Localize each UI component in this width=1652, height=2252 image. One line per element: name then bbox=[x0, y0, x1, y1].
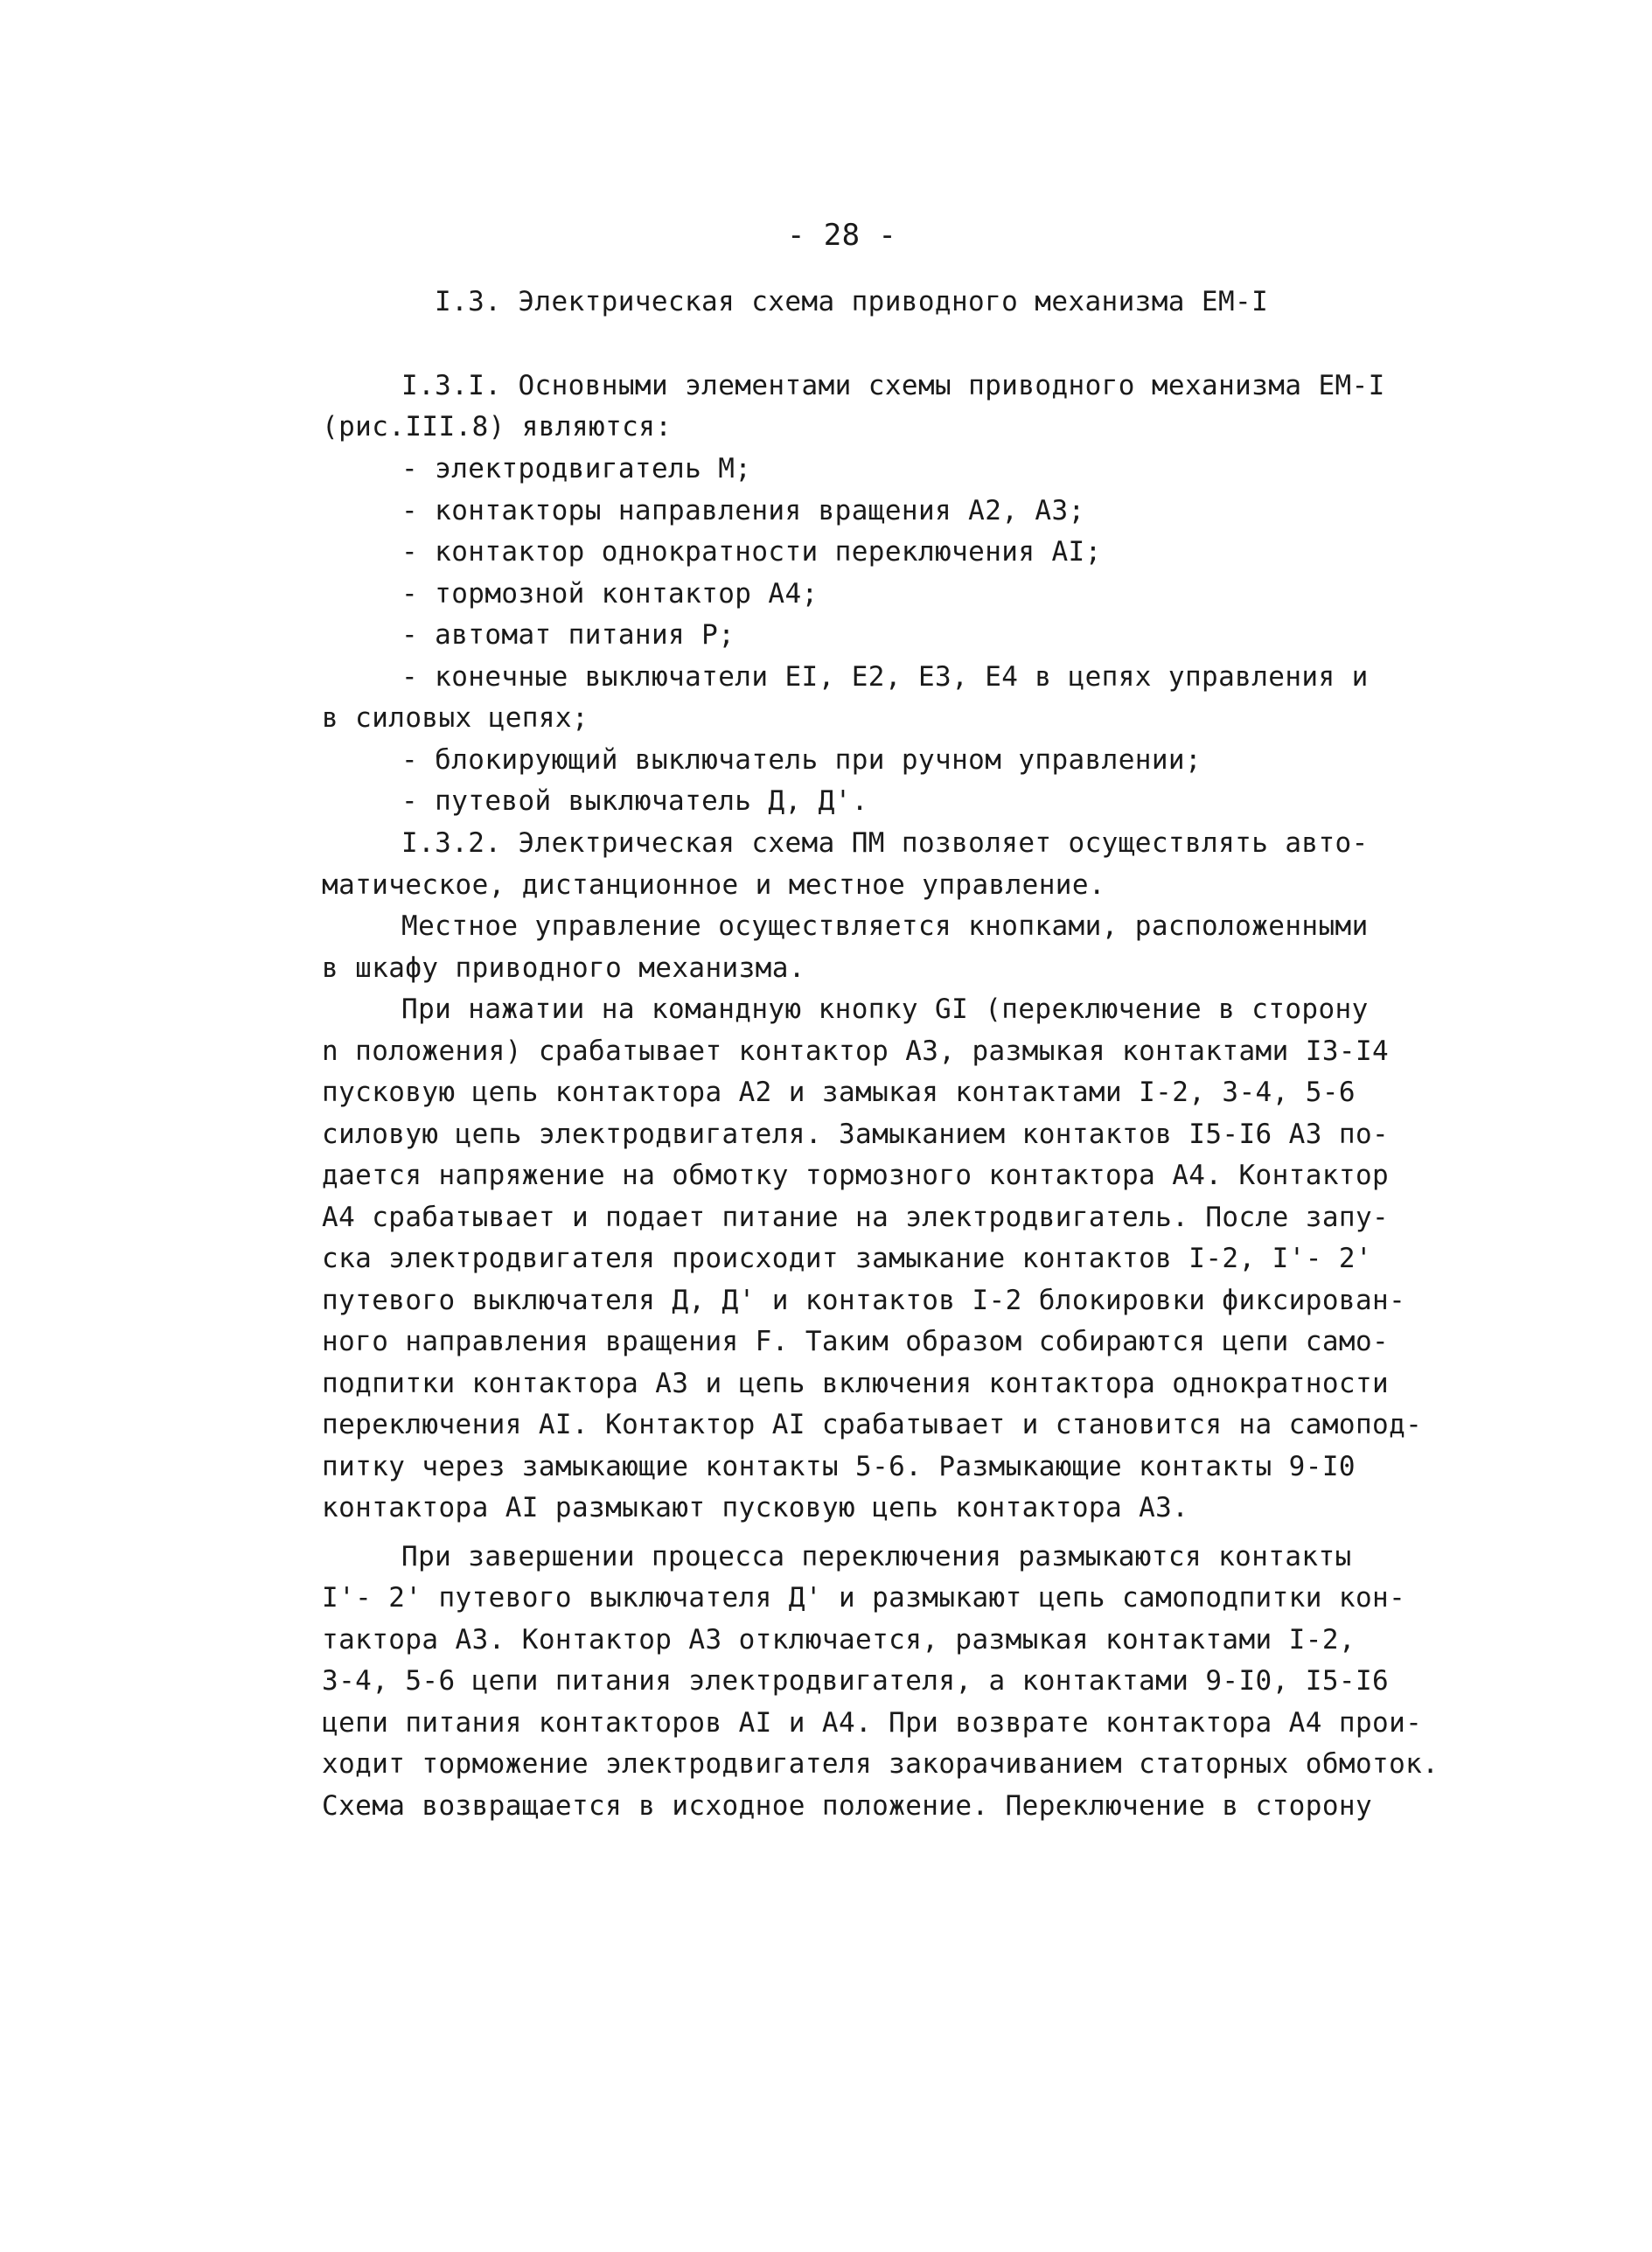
text-line: I.3.I. Основными элементами схемы приводного механизма ЕМ-I bbox=[401, 370, 1385, 401]
text-line: тактора А3. Контактор А3 отключается, размыкая контактами I-2, bbox=[322, 1624, 1356, 1656]
text-line: подпитки контактора А3 и цепь включения контактора однократности bbox=[322, 1368, 1390, 1399]
text-line: Местное управление осуществляется кнопками, расположенными bbox=[401, 910, 1369, 942]
text-line: При завершении процесса переключения размыкаются контакты bbox=[401, 1541, 1352, 1572]
text-line: Схема возвращается в исходное положение. Переключение в сторону bbox=[322, 1790, 1373, 1822]
text-line: матическое, дистанционное и местное управление. bbox=[322, 869, 1105, 901]
list-item: - электродвигатель М; bbox=[401, 453, 752, 485]
text-line: n положения) срабатывает контактор А3, размыкая контактами I3-I4 bbox=[322, 1035, 1390, 1067]
text-line: ходит торможение электродвигателя закорачиванием статорных обмоток. bbox=[322, 1748, 1439, 1780]
list-item: - блокирующий выключатель при ручном управлении; bbox=[401, 744, 1202, 776]
section-title: I.3. Электрическая схема приводного механизма ЕМ-I bbox=[435, 286, 1269, 317]
text-line: путевого выключателя Д, Д' и контактов I-2 блокировки фиксирован- bbox=[322, 1285, 1406, 1316]
text-line: питку через замыкающие контакты 5-6. Размыкающие контакты 9-I0 bbox=[322, 1451, 1356, 1482]
text-line: переключения АI. Контактор АI срабатывает и становится на самопод- bbox=[322, 1409, 1423, 1440]
list-item: - конечные выключатели ЕI, Е2, Е3, Е4 в цепях управления и bbox=[401, 661, 1369, 693]
text-line: ска электродвигателя происходит замыкание контактов I-2, I'- 2' bbox=[322, 1243, 1373, 1274]
text-line: дается напряжение на обмотку тормозного контактора А4. Контактор bbox=[322, 1160, 1390, 1191]
list-item: - тормозной контактор А4; bbox=[401, 578, 819, 610]
text-line: в шкафу приводного механизма. bbox=[322, 952, 805, 984]
text-line: ного направления вращения F. Таким образом собираются цепи само- bbox=[322, 1326, 1390, 1357]
text-line: 3-4, 5-6 цепи питания электродвигателя, а контактами 9-I0, I5-I6 bbox=[322, 1665, 1390, 1697]
text-line: А4 срабатывает и подает питание на электродвигатель. После запу- bbox=[322, 1202, 1390, 1233]
text-line: в силовых цепях; bbox=[322, 702, 589, 734]
text-line: (рис.III.8) являются: bbox=[322, 411, 673, 443]
page-number: - 28 - bbox=[787, 218, 897, 253]
text-line: силовую цепь электродвигателя. Замыканием контактов I5-I6 А3 по- bbox=[322, 1119, 1390, 1150]
text-line: I'- 2' путевого выключателя Д' и размыкают цепь самоподпитки кон- bbox=[322, 1582, 1406, 1614]
list-item: - контакторы направления вращения А2, А3; bbox=[401, 495, 1085, 526]
text-line: цепи питания контакторов АI и А4. При возврате контактора А4 прои- bbox=[322, 1707, 1423, 1739]
text-line: При нажатии на командную кнопку GI (переключение в сторону bbox=[401, 994, 1369, 1025]
text-line: контактора АI размыкают пусковую цепь контактора А3. bbox=[322, 1492, 1189, 1523]
text-line: I.3.2. Электрическая схема ПМ позволяет осуществлять авто- bbox=[401, 827, 1369, 859]
text-line: пусковую цепь контактора А2 и замыкая контактами I-2, 3-4, 5-6 bbox=[322, 1077, 1356, 1108]
list-item: - путевой выключатель Д, Д'. bbox=[401, 785, 868, 817]
list-item: - контактор однократности переключения АI; bbox=[401, 536, 1102, 568]
list-item: - автомат питания Р; bbox=[401, 619, 735, 651]
